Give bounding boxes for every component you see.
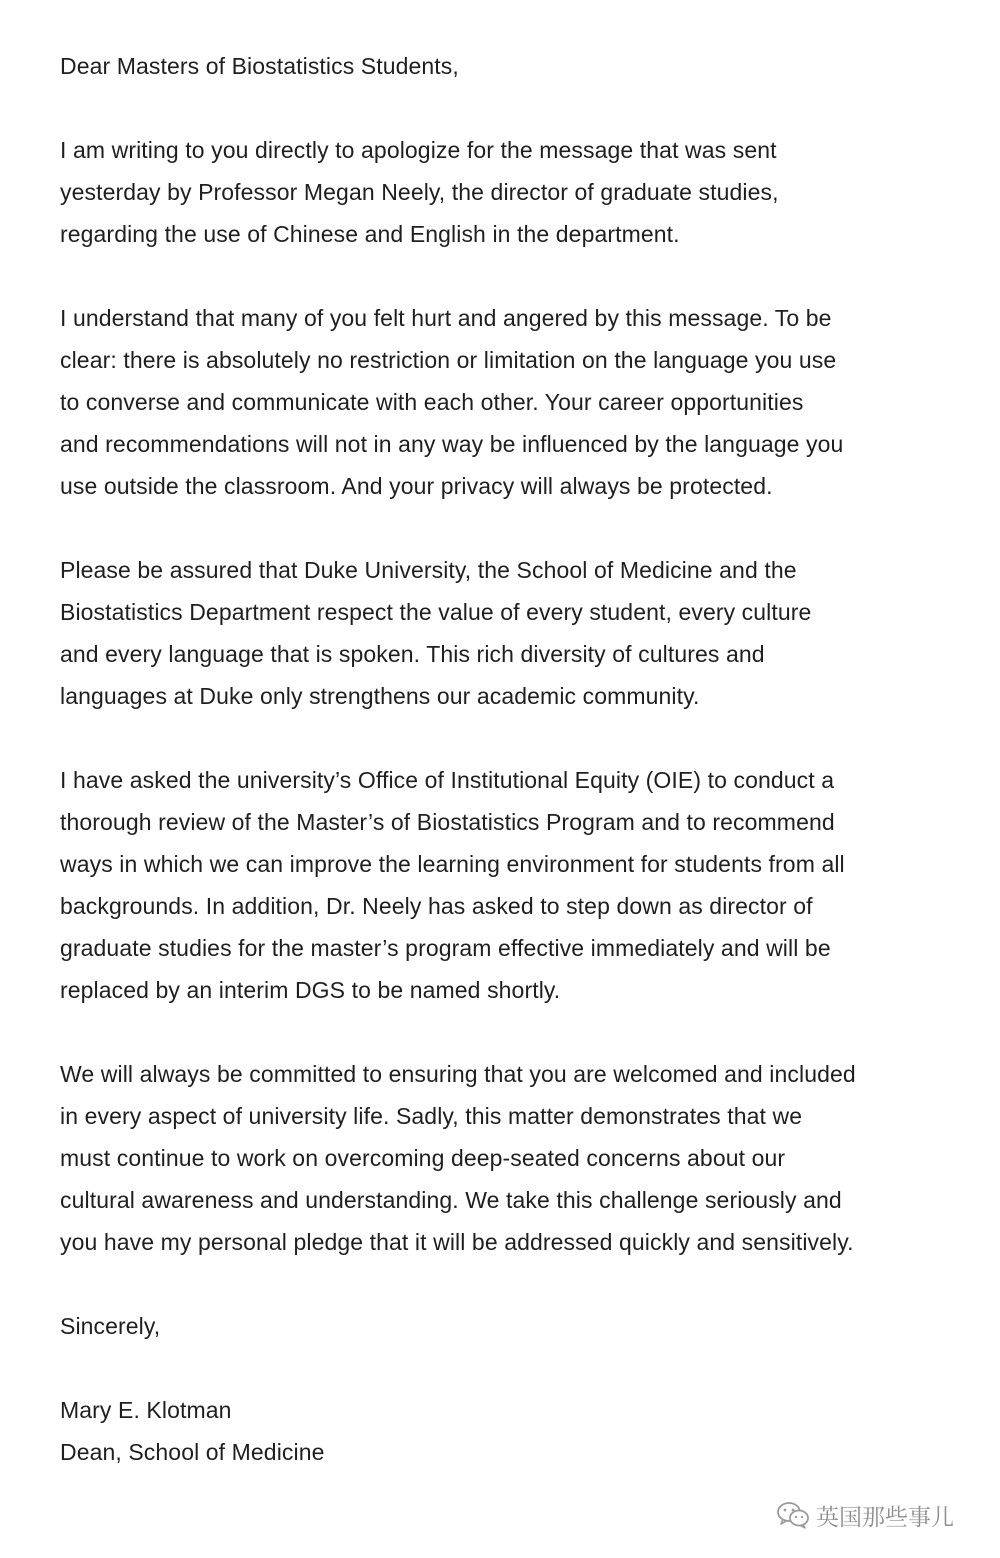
text-line: cultural awareness and understanding. We take this challenge seriously and [60, 1187, 842, 1213]
paragraph-review [60, 759, 960, 1011]
letter-body [60, 45, 960, 1473]
paragraph-language-policy [60, 297, 960, 507]
text-line: in every aspect of university life. Sadly, this matter demonstrates that we [60, 1103, 803, 1129]
wechat-icon [776, 1501, 810, 1529]
text-line: Biostatistics Department respect the value of every student, every culture [60, 599, 812, 625]
watermark [776, 1497, 954, 1533]
salutation: Dear Masters of Biostatistics Students, [60, 53, 459, 79]
text-line: and every language that is spoken. This rich diversity of cultures and [60, 641, 765, 667]
text-line: must continue to work on overcoming deep-seated concerns about our [60, 1145, 786, 1171]
text-line: you have my personal pledge that it will be addressed quickly and sensitively. [60, 1229, 854, 1255]
text-line: clear: there is absolutely no restriction or limitation on the language you use [60, 347, 837, 373]
text-line: ways in which we can improve the learning environment for students from all [60, 851, 845, 877]
text-line: regarding the use of Chinese and English in the department. [60, 221, 680, 247]
watermark-text: 英国那些事儿 [816, 1504, 954, 1531]
text-line: I have asked the university’s Office of Institutional Equity (OIE) to conduct a [60, 767, 835, 793]
text-line: to converse and communicate with each other. Your career opportunities [60, 389, 804, 415]
text-line: backgrounds. In addition, Dr. Neely has asked to step down as director of [60, 893, 813, 919]
signature-name: Mary E. Klotman [60, 1397, 232, 1423]
text-line: and recommendations will not in any way be influenced by the language you [60, 431, 844, 457]
closing: Sincerely, [60, 1313, 161, 1339]
text-line: I am writing to you directly to apologize for the message that was sent [60, 137, 777, 163]
text-line: graduate studies for the master’s program effective immediately and will be [60, 935, 831, 961]
paragraph-apology [60, 129, 960, 255]
paragraph-diversity [60, 549, 960, 717]
text-line: yesterday by Professor Megan Neely, the director of graduate studies, [60, 179, 779, 205]
text-line: replaced by an interim DGS to be named shortly. [60, 977, 561, 1003]
text-line: We will always be committed to ensuring that you are welcomed and included [60, 1061, 856, 1087]
text-line: use outside the classroom. And your privacy will always be protected. [60, 473, 773, 499]
text-line: languages at Duke only strengthens our academic community. [60, 683, 700, 709]
text-line: thorough review of the Master’s of Biostatistics Program and to recommend [60, 809, 835, 835]
paragraph-commitment [60, 1053, 960, 1263]
signature-title: Dean, School of Medicine [60, 1439, 325, 1465]
signature-block [60, 1389, 960, 1473]
text-line: Please be assured that Duke University, the School of Medicine and the [60, 557, 797, 583]
text-line: I understand that many of you felt hurt and angered by this message. To be [60, 305, 832, 331]
